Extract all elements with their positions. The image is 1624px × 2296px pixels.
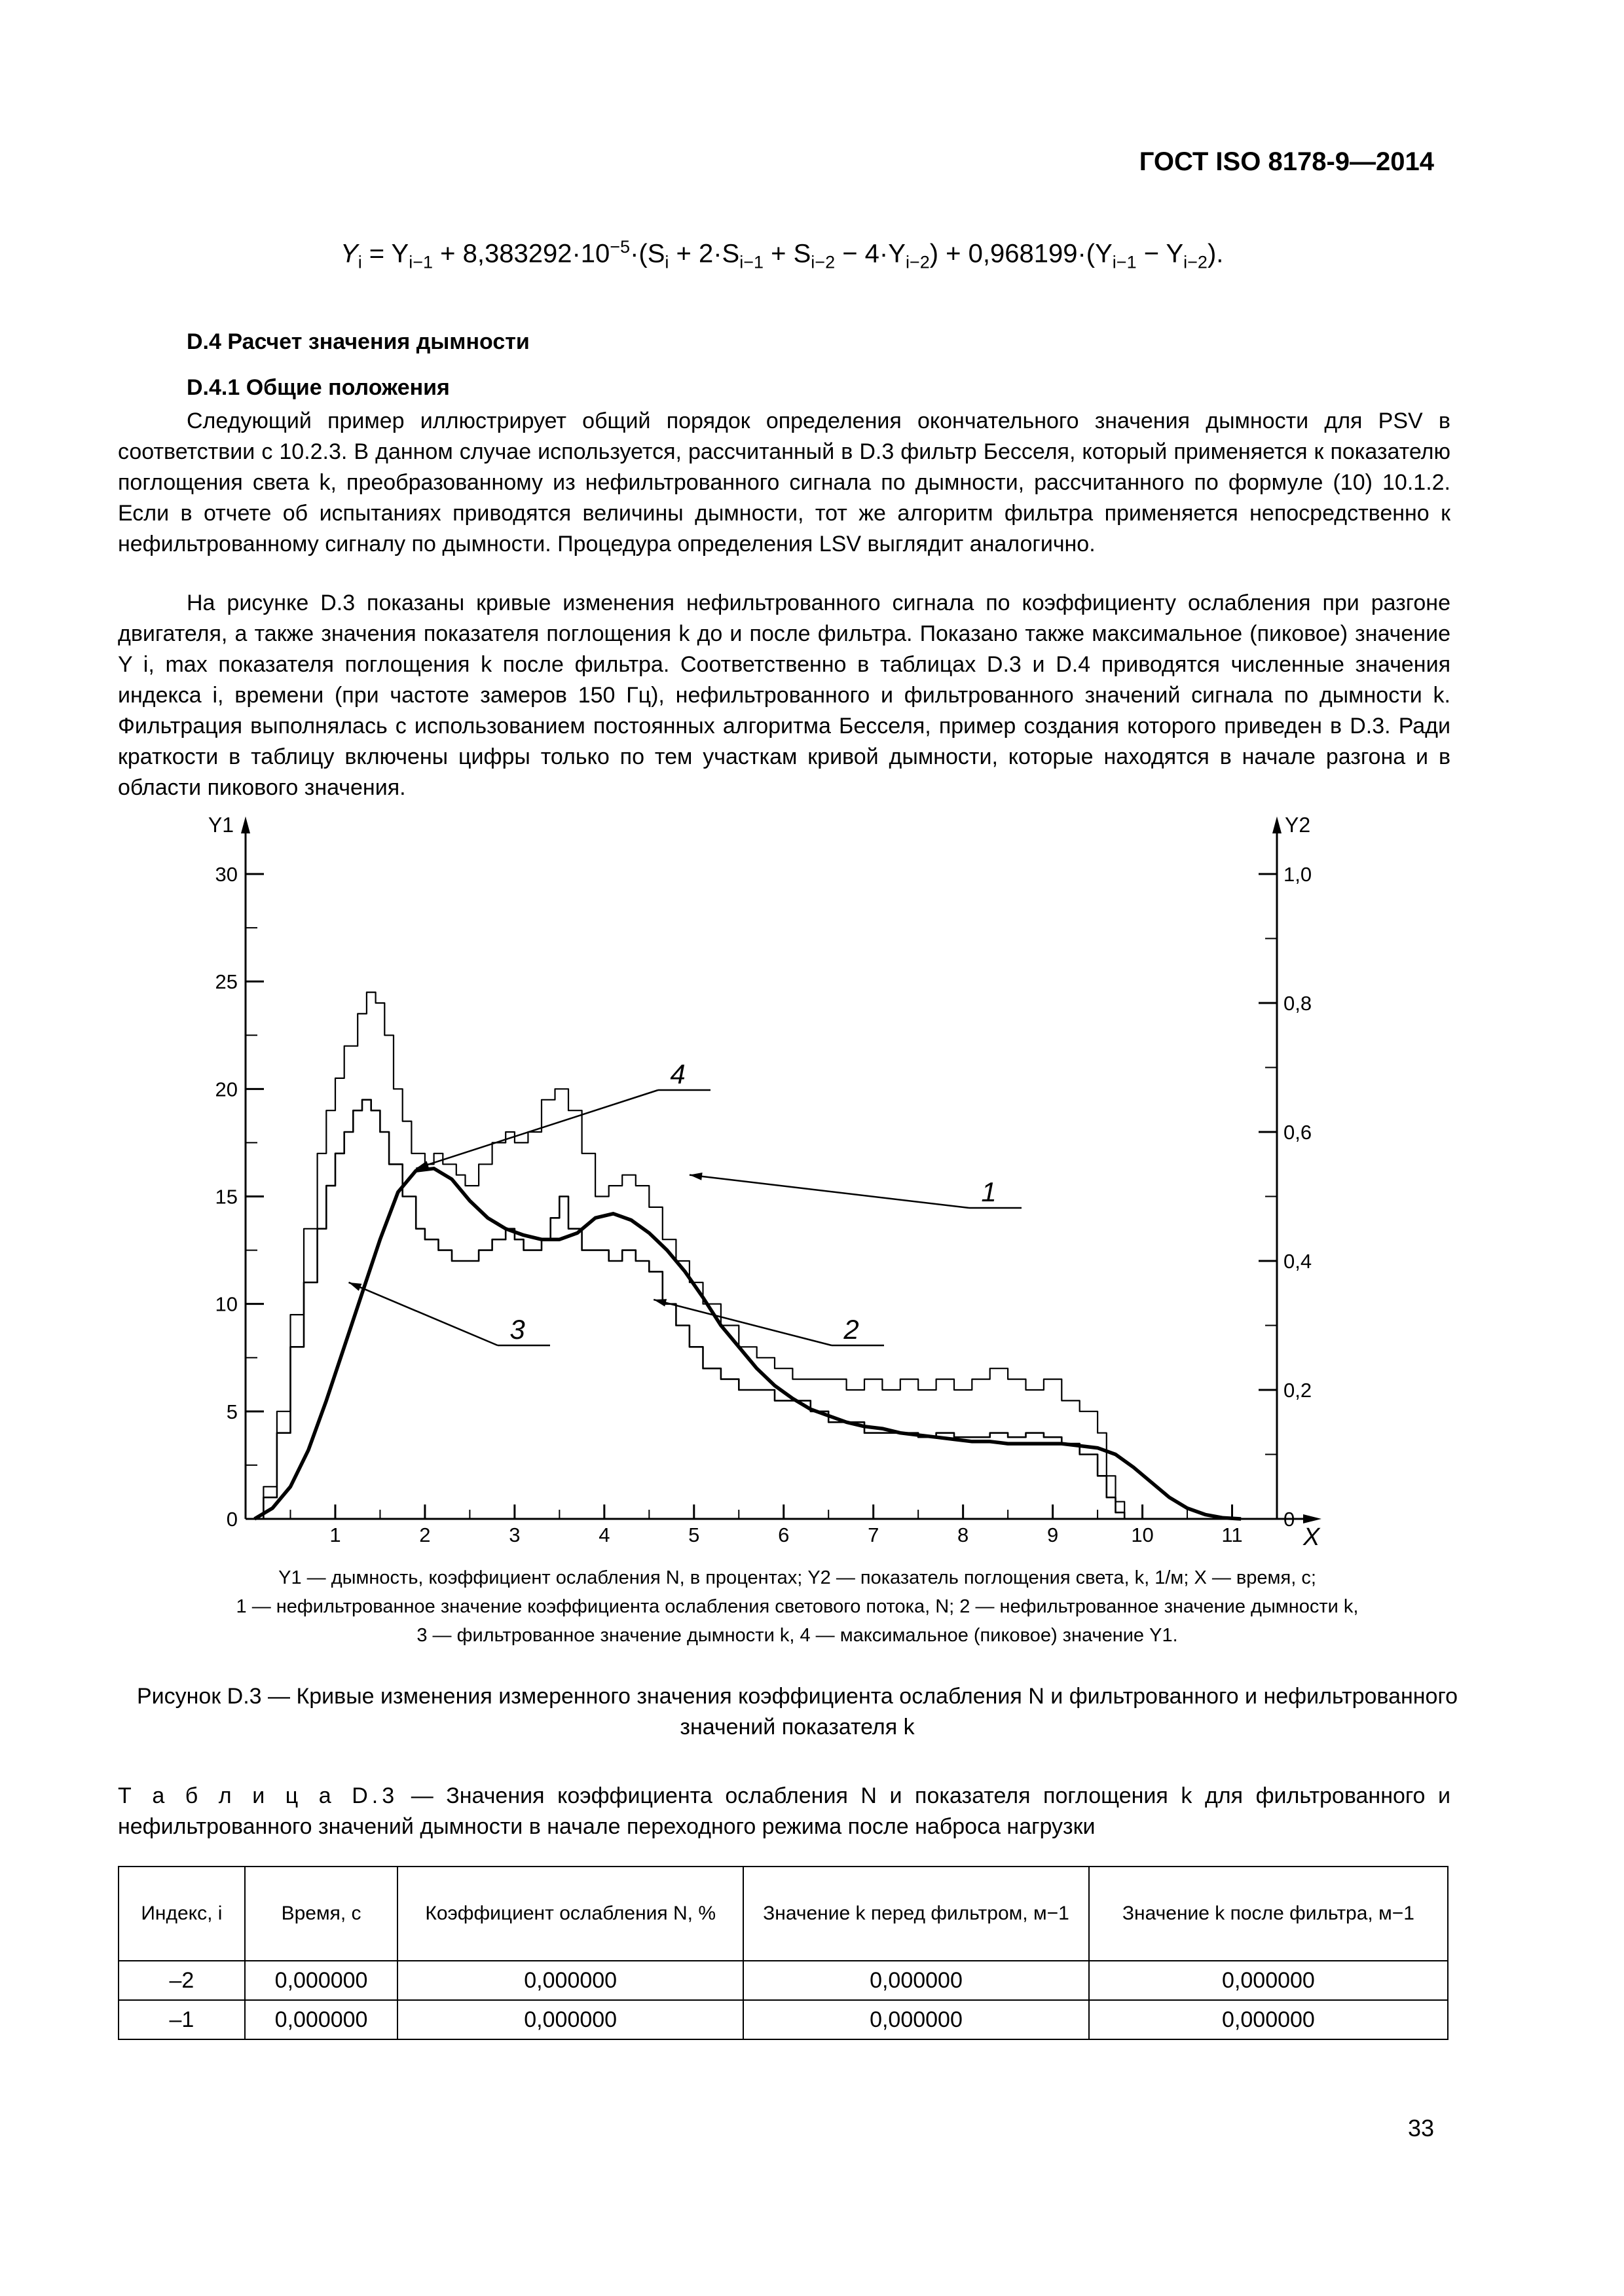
paragraph-2: На рисунке D.3 показаны кривые изменения нефильтрованного сигнала по коэффициенту ослабления при разгоне двигателя, а также значения показателя поглощения k до и после фильтра. Показано также максимальное (пиковое) значение Y i, max показателя поглощения k после фильтра. Соответственно в таблицах D.3 и D.4 приводятся численные значения индекса i, времени (при частоте замеров 150 Гц), нефильтрованного и фильтрованного значений сигнала по дымности k. Фильтрация выполнялась с использованием постоянных алгоритма Бесселя, пример создания которого приведен в D.3. Ради краткости в таблицу включены цифры только по тем участкам кривой дымности, которые находятся в начале разгона и в области пикового значения. xyxy=(118,591,1450,800)
x-tick-label: 5 xyxy=(688,1523,700,1546)
x-tick-label: 9 xyxy=(1046,1523,1059,1546)
curve-label-arrowhead xyxy=(416,1161,429,1169)
curve-label-leader xyxy=(690,1175,969,1208)
table-header-row xyxy=(119,1867,1448,1961)
table-cell: 0,000000 xyxy=(397,1961,743,2000)
smoke-chart xyxy=(170,809,1369,1552)
table-cell: –2 xyxy=(119,1961,245,2000)
y2-tick-label: 0 xyxy=(1283,1508,1295,1531)
curve-label-arrowhead xyxy=(690,1173,703,1180)
table-caption xyxy=(118,1781,1450,1842)
chart-annotations xyxy=(349,1059,1022,1345)
y2-tick-label: 0,8 xyxy=(1283,992,1312,1015)
y2-tick-label: 0,6 xyxy=(1283,1121,1312,1144)
table-cell: 0,000000 xyxy=(245,2000,397,2039)
col-header-time: Время, с xyxy=(245,1867,397,1961)
table-caption-text: — Значения коэффициента ослабления N и показателя поглощения k для фильтрованного и нефильтрованного значений дымности в начале переходного режима после наброса нагрузки xyxy=(118,1783,1450,1839)
y1-arrow xyxy=(241,816,250,833)
section-heading: D.4 Расчет значения дымности xyxy=(187,329,530,354)
curve-label-3: 3 xyxy=(509,1314,525,1345)
table-row xyxy=(119,1961,1448,2000)
table-label: Т а б л и ц а D.3 xyxy=(118,1783,399,1808)
y2-tick-label: 0,2 xyxy=(1283,1379,1312,1402)
bessel-formula: $Y_i = Y_{i-1} + 8,383292\cdot 10^{-5}\cdot(S_i + 2\cdot S_{i-1} + S_{i-2} - 4\cdot Y_{i-2}) + 0,968199\cdot(Y_{i-1} - Y_{i-2})$. xyxy=(341,237,1224,272)
legend-line-2: 1 — нефильтрованное значение коэффициента ослабления светового потока, N; 2 — нефильтрованное значение дымности k, xyxy=(236,1596,1359,1617)
curve-label-2: 2 xyxy=(843,1314,859,1345)
table-cell: 0,000000 xyxy=(1089,2000,1448,2039)
chart-series xyxy=(255,993,1242,1519)
curve-label-leader xyxy=(349,1283,498,1345)
table-cell: 0,000000 xyxy=(1089,1961,1448,2000)
col-header-k-after: Значение k после фильтра, м−1 xyxy=(1089,1867,1448,1961)
figure-caption: Рисунок D.3 — Кривые изменения измеренного значения коэффициента ослабления N и фильтрованного и нефильтрованного значений показателя k xyxy=(136,1684,1458,1740)
y1-tick-label: 0 xyxy=(226,1508,238,1531)
curve-label-4: 4 xyxy=(670,1059,686,1089)
table-cell: 0,000000 xyxy=(743,2000,1089,2039)
table-cell: 0,000000 xyxy=(397,2000,743,2039)
x-tick-label: 2 xyxy=(419,1523,431,1546)
y1-tick-label: 25 xyxy=(215,970,238,994)
table-row xyxy=(119,2000,1448,2039)
x-tick-label: 6 xyxy=(778,1523,790,1546)
chart-ticks xyxy=(215,863,1312,1546)
figure-legend xyxy=(118,1563,1477,1650)
subsection-heading: D.4.1 Общие положения xyxy=(187,375,450,400)
legend-line-3: 3 — фильтрованное значение дымности k, 4 — максимальное (пиковое) значение Y1. xyxy=(416,1625,1178,1646)
y1-tick-label: 30 xyxy=(215,863,238,886)
curve-label-leader xyxy=(416,1090,658,1169)
x-tick-label: 7 xyxy=(868,1523,879,1546)
paragraph-1: Следующий пример иллюстрирует общий порядок определения окончательного значения дымности для PSV в соответствии с 10.2.3. В данном случае используется, рассчитанный в D.3 фильтр Бесселя, который применяется к показателю поглощения света k, преобразованному из нефильтрованного сигнала по дымности, рассчитанного по формуле (10) 10.1.2. Если в отчете об испытаниях приводятся величины дымности, тот же алгоритм фильтра применяется непосредственно к нефильтрованному сигналу по дымности. Процедура определения LSV выглядит аналогично. xyxy=(118,409,1450,556)
chart-axes xyxy=(208,813,1321,1551)
col-header-index: Индекс, i xyxy=(119,1867,245,1961)
col-header-attenuation: Коэффициент ослабления N, % xyxy=(397,1867,743,1961)
x-tick-label: 3 xyxy=(509,1523,521,1546)
y2-axis-label: Y2 xyxy=(1285,813,1311,837)
curve-label-leader xyxy=(654,1300,832,1345)
x-axis-label: X xyxy=(1303,1523,1320,1551)
col-header-k-before: Значение k перед фильтром, м−1 xyxy=(743,1867,1089,1961)
series-1-line xyxy=(255,993,1125,1519)
x-tick-label: 10 xyxy=(1131,1523,1154,1546)
curve-label-1: 1 xyxy=(981,1176,997,1207)
x-tick-label: 1 xyxy=(329,1523,341,1546)
data-table xyxy=(118,1866,1449,2040)
y1-axis-label: Y1 xyxy=(208,813,234,837)
y2-tick-label: 0,4 xyxy=(1283,1250,1312,1273)
y2-arrow xyxy=(1272,816,1282,833)
y1-tick-label: 15 xyxy=(215,1185,238,1209)
series-3-line xyxy=(255,1169,1242,1519)
table-cell: 0,000000 xyxy=(245,1961,397,2000)
x-tick-label: 4 xyxy=(599,1523,610,1546)
page-number: 33 xyxy=(1407,2115,1434,2141)
y1-tick-label: 10 xyxy=(215,1292,238,1316)
y1-tick-label: 20 xyxy=(215,1078,238,1101)
x-tick-label: 8 xyxy=(957,1523,969,1546)
curve-label-arrowhead xyxy=(349,1283,362,1291)
standard-header: ГОСТ ISO 8178-9—2014 xyxy=(1139,147,1434,176)
y2-tick-label: 1,0 xyxy=(1283,863,1312,886)
table-cell: –1 xyxy=(119,2000,245,2039)
curve-label-arrowhead xyxy=(654,1299,667,1306)
legend-line-1: Y1 — дымность, коэффициент ослабления N, в процентах; Y2 — показатель поглощения света, k, 1/м; X — время, с; xyxy=(278,1567,1316,1588)
table-cell: 0,000000 xyxy=(743,1961,1089,2000)
y1-tick-label: 5 xyxy=(226,1400,238,1423)
x-tick-label: 11 xyxy=(1221,1523,1243,1546)
x-arrow xyxy=(1303,1514,1321,1523)
